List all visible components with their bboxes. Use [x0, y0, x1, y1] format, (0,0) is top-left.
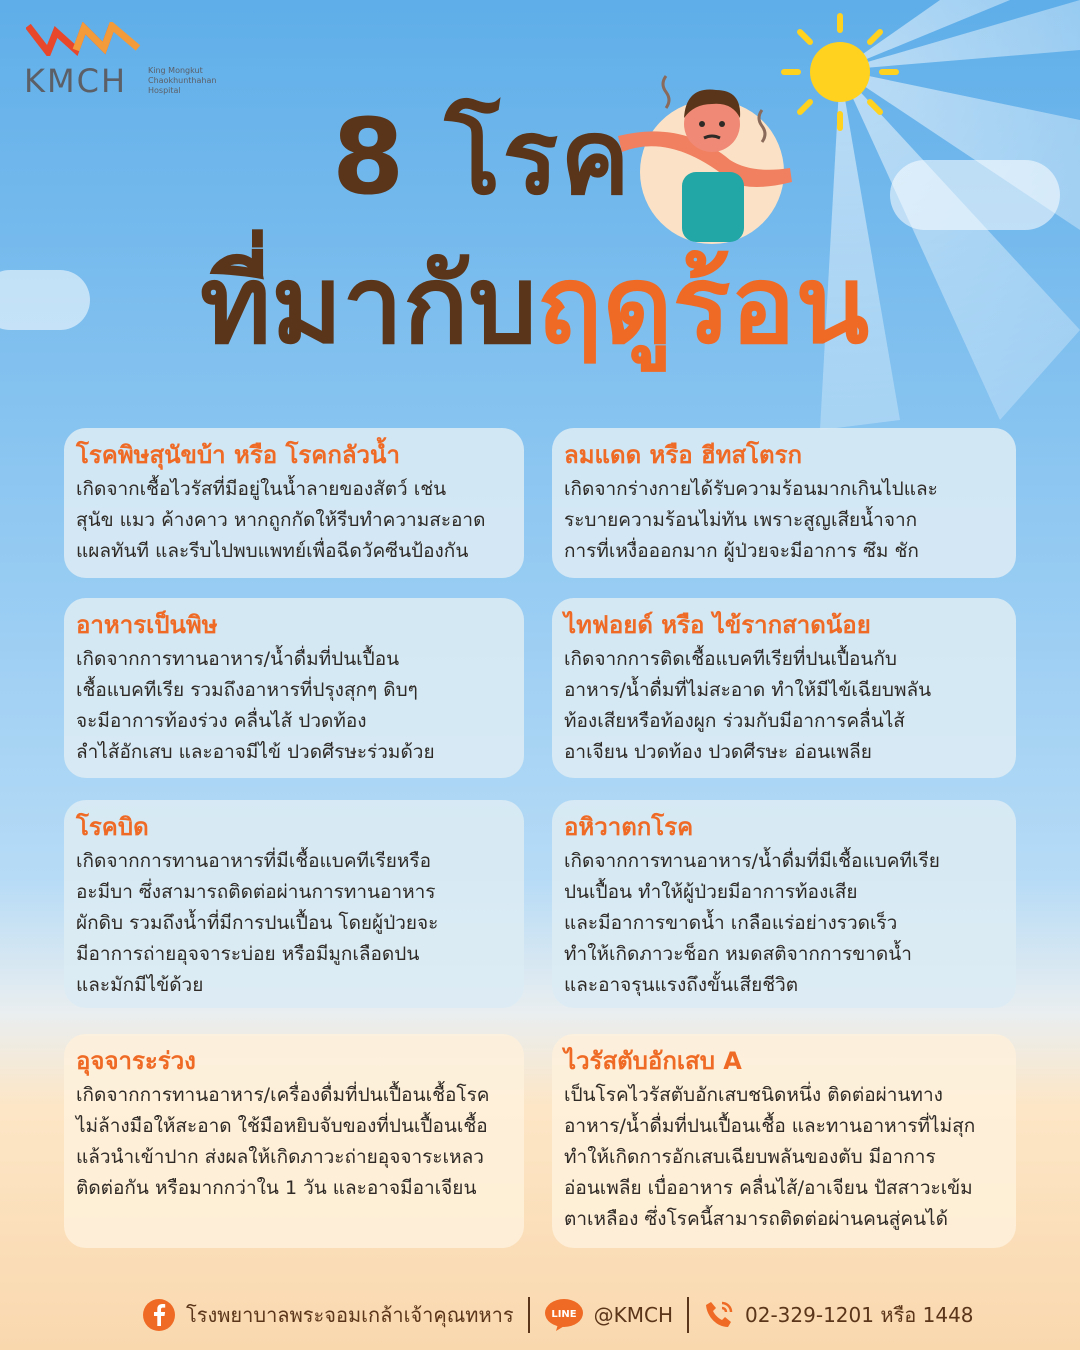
card-title: โรคบิด [76, 813, 149, 841]
title-line-2-orange: ฤดูร้อน [536, 243, 870, 368]
card-description: เป็นโรคไวรัสตับอักเสบชนิดหนึ่ง ติดต่อผ่านทาง อาหาร/น้ำดื่มที่ปนเปื้อนเชื้อ และทานอาหารที่ไม่สุก ทำให้เกิดการอักเสบเฉียบพลันของตับ มีอาการ อ่อนเพลีย เบื่ออาหาร คลื่นไส้/อาเจียน ปัสสาวะเข้ม ตาเหลือง ซึ่งโรคนี้สามารถติดต่อผ่านคนสู่คนได้ [564, 1084, 976, 1230]
disease-card-heatstroke [552, 428, 1016, 578]
card-description: เกิดจากการทานอาหารที่มีเชื้อแบคทีเรียหรือ อะมีบา ซึ่งสามารถติดต่อผ่านการทานอาหาร ผักดิบ รวมถึงน้ำที่มีการปนเปื้อน โดยผู้ป่วยจะ มีอาการถ่ายอุจจาระบ่อย หรือมีมูกเลือดปน และมักมีไข้ด้วย [76, 850, 439, 996]
title-line-2-brown: ที่มากับ [200, 243, 537, 368]
facebook-icon[interactable] [142, 1298, 176, 1332]
contact-footer [142, 1290, 974, 1340]
card-description: เกิดจากการทานอาหาร/น้ำดื่มที่มีเชื้อแบคทีเรีย ปนเปื้อน ทำให้ผู้ป่วยมีอาการท้องเสีย และมีอาการขาดน้ำ เกลือแร่อย่างรวดเร็ว ทำให้เกิดภาวะช็อก หมดสติจากการขาดน้ำ และอาจรุนแรงถึงขั้นเสียชีวิต [564, 850, 940, 996]
title-line-1: 8 โรค [332, 96, 632, 218]
disease-card-cholera [552, 800, 1016, 1008]
line-id[interactable]: @KMCH [593, 1303, 674, 1327]
footer-divider [528, 1297, 530, 1333]
card-title: ไวรัสตับอักเสบ A [564, 1047, 742, 1075]
disease-card-food-poisoning [64, 598, 524, 778]
cloud-left [0, 270, 90, 330]
kmch-logo [24, 22, 244, 102]
kmch-logo-mark-icon [26, 22, 142, 56]
card-description: เกิดจากการทานอาหาร/เครื่องดื่มที่ปนเปื้อนเชื้อโรค ไม่ล้างมือให้สะอาด ใช้มือหยิบจับของที่ปนเปื้อนเชื้อ แล้วนำเข้าปาก ส่งผลให้เกิดภาวะถ่ายอุจจาระเหลว ติดต่อกัน หรือมากกว่าใน 1 วัน และอาจมีอาเจียน [76, 1084, 490, 1199]
card-title: ไทฟอยด์ หรือ ไข้รากสาดน้อย [564, 611, 871, 639]
card-description: เกิดจากการทานอาหาร/น้ำดื่มที่ปนเปื้อน เชื้อแบคทีเรีย รวมถึงอาหารที่ปรุงสุกๆ ดิบๆ จะมีอาการท้องร่วง คลื่นไส้ ปวดท้อง ลำไส้อักเสบ และอาจมีไข้ ปวดศีรษะร่วมด้วย [76, 648, 435, 763]
card-title: โรคพิษสุนัขบ้า หรือ โรคกลัวน้ำ [76, 441, 400, 469]
phone-icon[interactable] [703, 1299, 735, 1331]
title-line-2 [200, 236, 869, 376]
disease-card-typhoid [552, 598, 1016, 778]
line-icon-label: LINE [550, 1309, 577, 1320]
hot-person-illustration [612, 72, 812, 252]
facebook-page-name[interactable]: โรงพยาบาลพระจอมเกล้าเจ้าคุณทหาร [186, 1303, 514, 1327]
card-title: อุจจาระร่วง [76, 1047, 196, 1075]
card-title: ลมแดด หรือ ฮีทสโตรก [564, 441, 803, 469]
disease-card-diarrhea [64, 1034, 524, 1248]
cloud-right [890, 160, 1060, 230]
footer-divider [687, 1297, 689, 1333]
disease-card-rabies [64, 428, 524, 578]
card-description: เกิดจากเชื้อไวรัสที่มีอยู่ในน้ำลายของสัตว์ เช่น สุนัข แมว ค้างคาว หากถูกกัดให้รีบทำความสะอาด แผลทันที และรีบไปพบแพทย์เพื่อฉีดวัคซีนป้องกัน [76, 478, 486, 562]
phone-number[interactable]: 02-329-1201 หรือ 1448 [745, 1303, 974, 1327]
logo-subtitle: King Mongkut Chaokhunthahan Hospital [148, 66, 217, 95]
line-icon[interactable] [544, 1298, 584, 1332]
card-title: อหิวาตกโรค [564, 813, 694, 841]
disease-card-hepatitis-a [552, 1034, 1016, 1248]
card-description: เกิดจากร่างกายได้รับความร้อนมากเกินไปและ ระบายความร้อนไม่ทัน เพราะสูญเสียน้ำจาก การที่เหงื่อออกมาก ผู้ป่วยจะมีอาการ ซึม ชัก [564, 478, 938, 562]
disease-card-dysentery [64, 800, 524, 1008]
card-title: อาหารเป็นพิษ [76, 611, 218, 639]
logo-text: KMCH [24, 62, 127, 100]
card-description: เกิดจากการติดเชื้อแบคทีเรียที่ปนเปื้อนกับ อาหาร/น้ำดื่มที่ไม่สะอาด ทำให้มีไข้เฉียบพลัน ท้องเสียหรือท้องผูก ร่วมกับมีอาการคลื่นไส้ อาเจียน ปวดท้อง ปวดศีรษะ อ่อนเพลีย [564, 648, 932, 763]
